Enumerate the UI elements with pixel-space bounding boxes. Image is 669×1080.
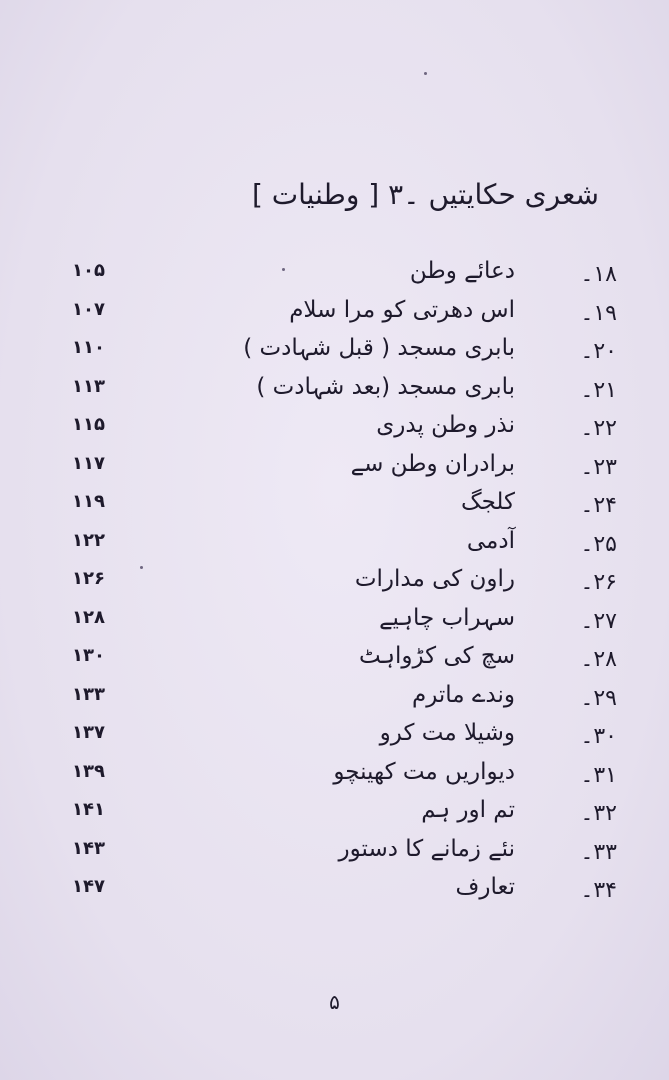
toc-entry [60,682,619,721]
toc-entry [60,335,619,374]
entry-number: ۳۴۔ [580,878,617,903]
entry-title: نذر وطن پدری [376,412,515,438]
entry-page-number: ۱۱۵ [72,414,105,435]
entry-number: ۲۸۔ [580,647,617,672]
entry-title: وندے ماترم [411,681,515,708]
entry-title: برادران وطن سے [350,450,515,477]
entry-title: آدمی [466,527,515,554]
toc-entry [60,374,619,413]
entry-number: ۲۲۔ [580,416,617,441]
toc-entry [60,605,619,644]
toc-entry [60,720,619,759]
entry-number: ۲۹۔ [580,685,617,711]
entry-title: نئے زمانے کا دستور [338,835,515,862]
entry-number: ۲۶۔ [580,570,617,595]
entry-title: سہراب چاہیے [379,604,515,631]
entry-title: اس دھرتی کو مرا سلام [289,296,515,323]
entry-number: ۱۹۔ [580,300,617,326]
entry-page-number: ۱۱۹ [72,491,105,512]
entry-page-number: ۱۱۷ [72,452,105,474]
entry-page-number: ۱۳۰ [72,645,105,666]
page-number: ۵ [329,990,340,1014]
entry-page-number: ۱۱۰ [72,337,105,358]
entry-page-number: ۱۴۱ [72,799,105,820]
entry-number: ۱۸۔ [580,262,617,287]
toc-entry [60,836,619,875]
entry-page-number: ۱۲۸ [72,606,105,628]
toc-entry [60,759,619,798]
entry-page-number: ۱۰۷ [72,298,105,320]
toc-entry [60,874,619,913]
entry-number: ۳۰۔ [580,724,617,749]
paper-speck [424,72,427,75]
entry-page-number: ۱۴۷ [72,876,105,897]
toc-entry [60,566,619,605]
toc-entry [60,528,619,567]
toc-entry [60,643,619,682]
entry-title: تم اور ہم [421,797,515,823]
entry-title: کلجگ [461,489,515,515]
entry-page-number: ۱۳۳ [72,683,105,705]
toc-entry [60,297,619,336]
entry-title: دعائے وطن [409,258,515,284]
entry-number: ۳۲۔ [580,801,617,826]
entry-page-number: ۱۰۵ [72,260,105,281]
entry-title: راون کی مدارات [354,566,515,592]
entry-title: سچ کی کڑواہٹ [358,643,515,669]
entry-number: ۳۱۔ [580,762,617,788]
entry-number: ۲۳۔ [580,454,617,480]
entry-title: بابری مسجد ( قبل شہادت ) [243,335,515,361]
toc-entry [60,797,619,836]
entry-page-number: ۱۲۲ [72,529,105,551]
entry-number: ۲۵۔ [580,531,617,557]
section-heading: شعری حکایتیں ۔۳ [ وطنیات ] [251,178,599,211]
entry-title: وشیلا مت کرو [379,720,515,746]
toc-entry [60,412,619,451]
entry-page-number: ۱۲۶ [72,568,105,589]
entry-title: تعارف [455,874,515,900]
entry-number: ۲۱۔ [580,377,617,403]
entry-page-number: ۱۱۳ [72,375,105,397]
entry-page-number: ۱۳۷ [72,722,105,743]
entry-number: ۲۷۔ [580,608,617,634]
toc-entry [60,258,619,297]
toc-entry [60,489,619,528]
entry-number: ۳۳۔ [580,839,617,865]
entry-page-number: ۱۴۳ [72,837,105,859]
entry-page-number: ۱۳۹ [72,760,105,782]
toc-entry [60,451,619,490]
entry-title: بابری مسجد (بعد شہادت ) [256,373,515,400]
entry-number: ۲۴۔ [580,493,617,518]
entry-title: دیواریں مت کھینچو [333,758,515,785]
table-of-contents [60,258,619,913]
entry-number: ۲۰۔ [580,339,617,364]
